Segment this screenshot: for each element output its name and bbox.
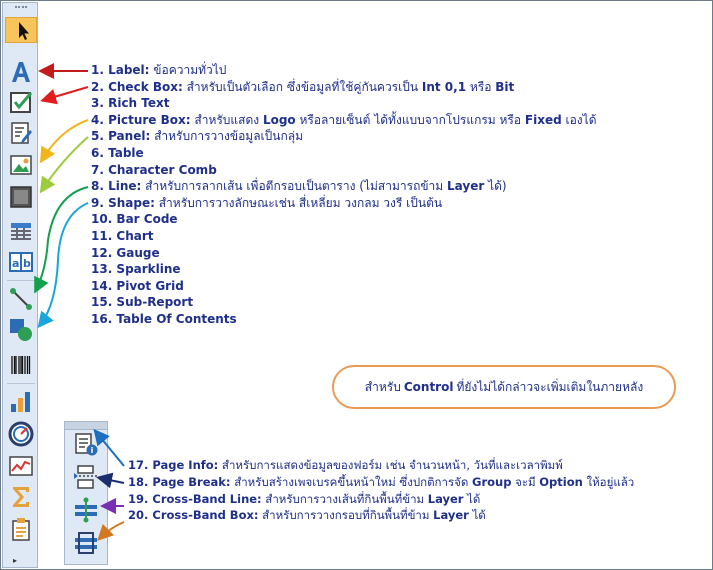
legend-item-tail2: Option — [539, 474, 583, 489]
legend-item-label: 2. Check Box: — [91, 79, 183, 94]
shape-icon — [8, 317, 34, 343]
note-callout — [332, 365, 676, 409]
pivot-grid-tool[interactable] — [8, 484, 34, 510]
legend-item-label: 15. Sub-Report — [91, 295, 194, 310]
legend-item-desc: ข้อความทั่วไป — [149, 63, 227, 77]
legend-item-secondary — [128, 458, 563, 473]
legend-item-desc2: ได้ — [463, 491, 481, 506]
legend-item — [91, 179, 507, 194]
legend-item-desc: สำหรับเป็นตัวเลือก ซึ่งข้อมูลที่ใช้คู่กันควรเป็น — [182, 79, 422, 94]
page-info-tool[interactable] — [73, 431, 99, 457]
legend-item-tail: Int 0,1 — [421, 79, 467, 94]
sigma-icon — [8, 484, 34, 510]
legend-item-desc: สำหรับการลากเส้น เพื่อตีกรอบเป็นตาราง (ไม่สามารถข้าม — [141, 179, 447, 194]
legend-item-label: 18. Page Break: — [128, 474, 231, 489]
legend-item-label: 20. Cross-Band Box: — [128, 508, 259, 523]
legend-item-label: 10. Bar Code — [91, 212, 178, 227]
line-tool[interactable] — [8, 286, 34, 312]
character-comb-icon — [8, 249, 34, 275]
legend-item-label: 1. Label: — [91, 63, 150, 77]
sub-report-tool[interactable] — [8, 516, 34, 542]
legend-item-label: 16. Table Of Contents — [91, 312, 237, 326]
legend-item-label: 19. Cross-Band Line: — [128, 491, 262, 506]
legend-item-desc3: ให้อยู่แล้ว — [582, 474, 635, 489]
chart-tool[interactable] — [8, 389, 34, 415]
cross-band-box-icon — [73, 530, 99, 556]
label-icon — [8, 59, 34, 85]
rich-text-icon — [8, 120, 34, 146]
gauge-icon — [8, 421, 34, 447]
legend-item-secondary — [128, 492, 480, 507]
sparkline-icon — [8, 453, 34, 479]
legend-item — [91, 96, 169, 111]
legend-item-desc2: ได้) — [484, 179, 507, 194]
legend-item-label: 5. Panel: — [91, 129, 151, 144]
character-comb-tool[interactable] — [8, 249, 34, 275]
legend-item-desc: สำหรับแสดง — [190, 112, 263, 127]
legend-item-tail: Group — [472, 474, 512, 489]
legend-item-label: 14. Pivot Grid — [91, 278, 184, 293]
svg-text:b: b — [23, 257, 31, 270]
legend-item — [91, 246, 160, 261]
rich-text-tool[interactable] — [8, 120, 34, 146]
legend-item — [91, 129, 303, 144]
line-icon — [8, 286, 34, 312]
note-bold: Control — [403, 380, 454, 394]
shape-tool[interactable] — [8, 317, 34, 343]
toolbox-bottom-grip[interactable]: ▸ — [13, 556, 18, 565]
panel-icon — [8, 184, 34, 210]
legend-item-secondary — [128, 475, 634, 490]
legend-item-secondary — [128, 508, 486, 523]
clipboard-icon — [8, 516, 34, 542]
legend-item-desc2: หรือลายเซ็นต์ ได้ทั้งแบบจากโปรแกรม หรือ — [295, 112, 525, 127]
legend-item — [91, 80, 514, 95]
legend-item-label: 7. Character Comb — [91, 162, 217, 177]
legend-item-desc2: จะมี — [511, 474, 540, 489]
pointer-tool[interactable] — [5, 17, 37, 43]
note-pre: สำหรับ — [364, 379, 401, 394]
legend-item — [91, 63, 226, 78]
legend-item-desc2: ได้ — [468, 508, 486, 523]
legend-item — [91, 146, 144, 161]
legend-item — [91, 295, 193, 310]
label-tool[interactable] — [8, 59, 34, 85]
legend-item-desc: สำหรับการวางเส้นที่กินพื้นที่ข้าม — [261, 491, 428, 506]
toolbox — [2, 2, 38, 568]
legend-item-label: 17. Page Info: — [128, 458, 219, 472]
page-break-icon — [73, 464, 99, 490]
page-info-icon — [73, 431, 99, 457]
legend-item — [91, 312, 237, 327]
barcode-icon — [8, 352, 34, 378]
sparkline-tool[interactable] — [8, 453, 34, 479]
cross-band-line-icon — [73, 497, 99, 523]
table-icon — [8, 218, 34, 244]
legend-item-desc: สำหรับการวางกรอบที่กินพื้นที่ข้าม — [258, 508, 434, 523]
legend-item-desc: สำหรับการวางข้อมูลเป็นกลุ่ม — [150, 129, 304, 144]
bar-code-tool[interactable] — [8, 352, 34, 378]
toolbox-grip[interactable] — [15, 6, 27, 11]
svg-text:i: i — [90, 446, 94, 455]
legend-item-label: 6. Table — [91, 146, 144, 160]
legend-item — [91, 163, 217, 178]
legend-item-tail: Layer — [433, 508, 469, 523]
legend-item-desc3: เองได้ — [561, 112, 597, 127]
legend-item-label: 11. Chart — [91, 229, 154, 243]
legend-item-tail: Layer — [447, 179, 485, 194]
legend-item-label: 12. Gauge — [91, 245, 160, 260]
check-box-tool[interactable] — [8, 89, 34, 115]
legend-item-label: 9. Shape: — [91, 195, 155, 210]
legend-item-label: 8. Line: — [91, 179, 142, 194]
legend-item-tail2: Bit — [495, 79, 515, 94]
legend-item-desc: สำหรับการแสดงข้อมูลของฟอร์ม เช่น จำนวนหน้า, วันที่และเวลาพิมพ์ — [218, 458, 563, 472]
picture-box-icon — [8, 152, 34, 178]
legend-item-label: 13. Sparkline — [91, 262, 181, 277]
legend-item — [91, 279, 184, 294]
legend-item-tail: Logo — [262, 112, 296, 127]
cross-band-line-tool[interactable] — [73, 497, 99, 523]
chart-icon — [8, 389, 34, 415]
gauge-tool[interactable] — [8, 421, 34, 447]
cross-band-box-tool[interactable] — [73, 530, 99, 556]
legend-item — [91, 196, 442, 211]
table-tool[interactable] — [8, 218, 34, 244]
legend-item-label: 4. Picture Box: — [91, 112, 191, 127]
panel-tool[interactable] — [8, 184, 34, 210]
legend-item-desc: สำหรับสร้างเพจเบรคขึ้นหน้าใหม่ ซึ่งปกติการจัด — [230, 474, 473, 489]
note-post: ที่ยังไม่ได้กล่าวจะเพิ่มเติมในภายหลัง — [456, 379, 644, 394]
pointer-icon — [6, 18, 36, 44]
svg-text:a: a — [12, 257, 20, 270]
legend-item-desc: สำหรับการวางลักษณะเช่น สี่เหลี่ยม วงกลม วงรี เป็นต้น — [154, 195, 443, 210]
legend-item — [91, 212, 178, 227]
legend-item-label: 3. Rich Text — [91, 96, 170, 111]
legend-item — [91, 229, 154, 244]
toolbox-secondary — [64, 421, 108, 565]
check-box-icon — [8, 89, 34, 115]
legend-item-tail2: Fixed — [524, 112, 562, 127]
legend-item-tail: Layer — [427, 491, 464, 506]
legend-item — [91, 262, 181, 277]
page-break-tool[interactable] — [73, 464, 99, 490]
toolbox-secondary-header[interactable] — [65, 422, 107, 430]
legend-item-desc2: หรือ — [466, 79, 496, 94]
picture-box-tool[interactable] — [8, 152, 34, 178]
legend-item — [91, 113, 596, 128]
